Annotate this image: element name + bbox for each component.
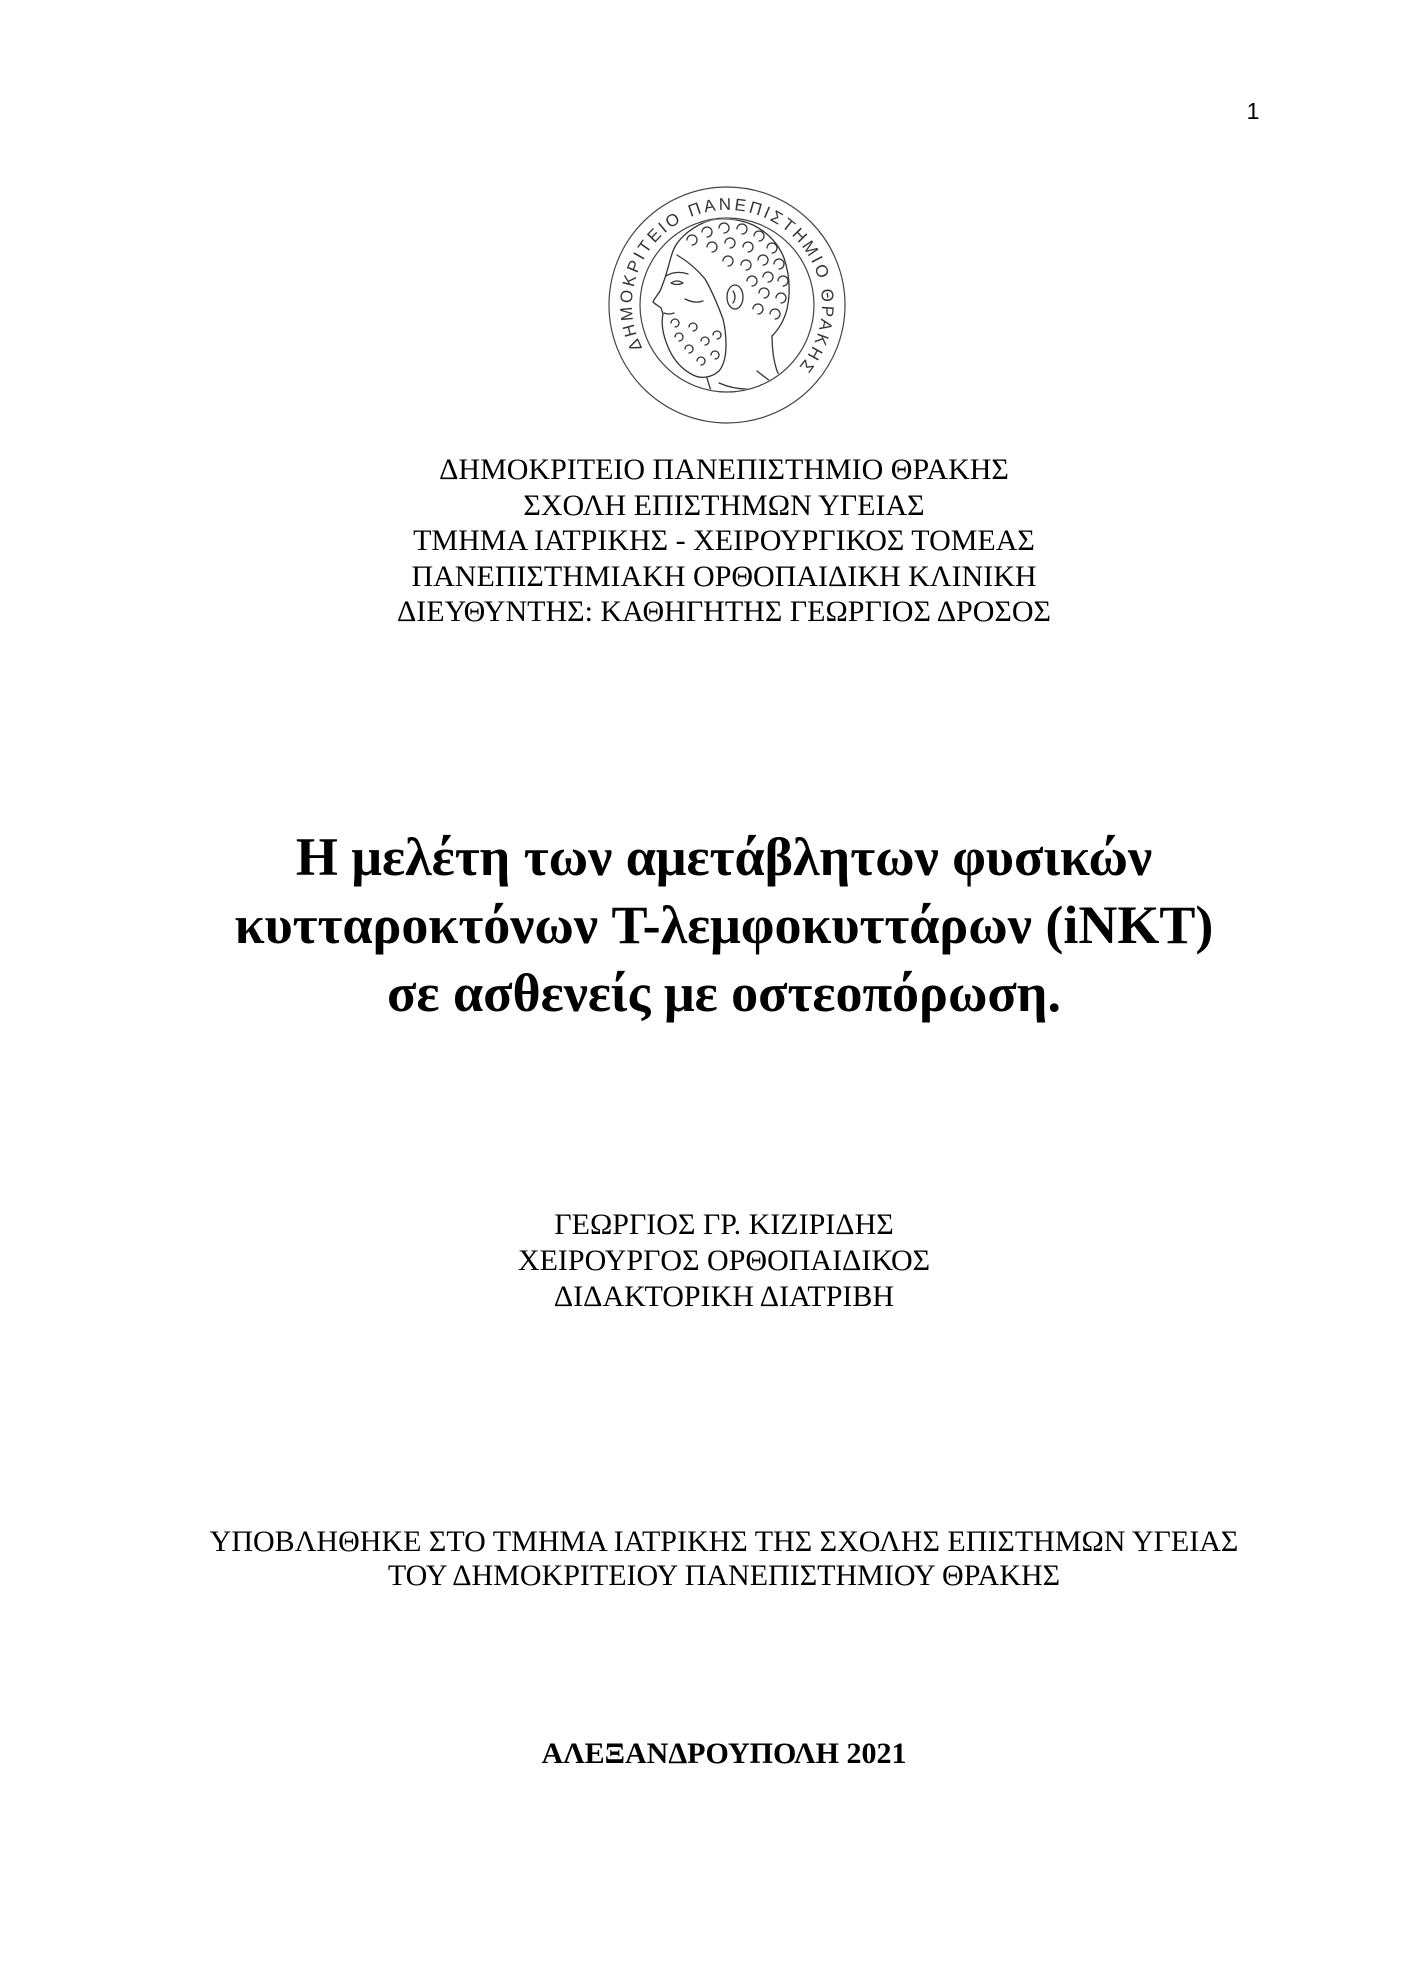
submission-line: ΥΠΟΒΛΗΘΗΚΕ ΣΤΟ ΤΜΗΜΑ ΙΑΤΡΙΚΗΣ ΤΗΣ ΣΧΟΛΗΣ ΕΠΙΣΤΗΜΩΝ ΥΓΕΙΑΣ [209,1525,1239,1558]
thesis-title-line: Η μελέτη των αμετάβλητων φυσικών [295,827,1153,887]
democritus-profile-icon [653,219,799,398]
seal-outer-ring [609,187,845,423]
thesis-title-line: σε ασθενείς με οστεοπόρωση. [387,963,1061,1023]
header-university: ΔΗΜΟΚΡΙΤΕΙΟ ΠΑΝΕΠΙΣΤΗΜΙΟ ΘΡΑΚΗΣ [439,453,1009,486]
seal-inscription-text: ΔΗΜΟΚΡΙΤΕΙΟ ΠΑΝΕΠΙΣΤΗΜΙΟ ΘΡΑΚΗΣ [616,194,838,377]
author-specialty: ΧΕΙΡΟΥΡΓΟΣ ΟΡΘΟΠΑΙΔΙΚΟΣ [517,1244,931,1277]
seal-inscription [617,195,837,376]
thesis-title [30,823,1418,1027]
header-school: ΣΧΟΛΗ ΕΠΙΣΤΗΜΩΝ ΥΓΕΙΑΣ [523,488,925,522]
header-clinic: ΠΑΝΕΠΙΣΤΗΜΙΑΚΗ ΟΡΘΟΠΑΙΔΙΚΗ ΚΛΙΝΙΚΗ [411,559,1037,593]
university-seal [607,185,847,425]
header-director: ΔΙΕΥΘΥΝΤΗΣ: ΚΑΘΗΓΗΤΗΣ ΓΕΩΡΓΙΟΣ ΔΡΟΣΟΣ [397,595,1051,628]
author-block [30,1207,1418,1315]
submission-line: ΤΟΥ ΔΗΜΟΚΡΙΤΕΙΟΥ ΠΑΝΕΠΙΣΤΗΜΙΟΥ ΘΡΑΚΗΣ [387,1558,1061,1592]
institution-header [30,452,1418,630]
submission-statement [30,1525,1418,1592]
thesis-title-line: κυτταροκτόνων T-λεμφοκυττάρων (iNKT) [234,895,1214,955]
header-department: ΤΜΗΜΑ ΙΑΤΡΙΚΗΣ - ΧΕΙΡΟΥΡΓΙΚΟΣ ΤΟΜΕΑΣ [413,524,1035,557]
page-number: 1 [1246,98,1260,124]
author-name: ΓΕΩΡΓΙΟΣ ΓΡ. ΚΙΖΙΡΙΔΗΣ [554,1208,894,1241]
place-and-year: ΑΛΕΞΑΝΔΡΟΥΠΟΛΗ 2021 [541,1737,907,1770]
document-type: ΔΙΔΑΚΤΟΡΙΚΗ ΔΙΑΤΡΙΒΗ [553,1280,895,1313]
